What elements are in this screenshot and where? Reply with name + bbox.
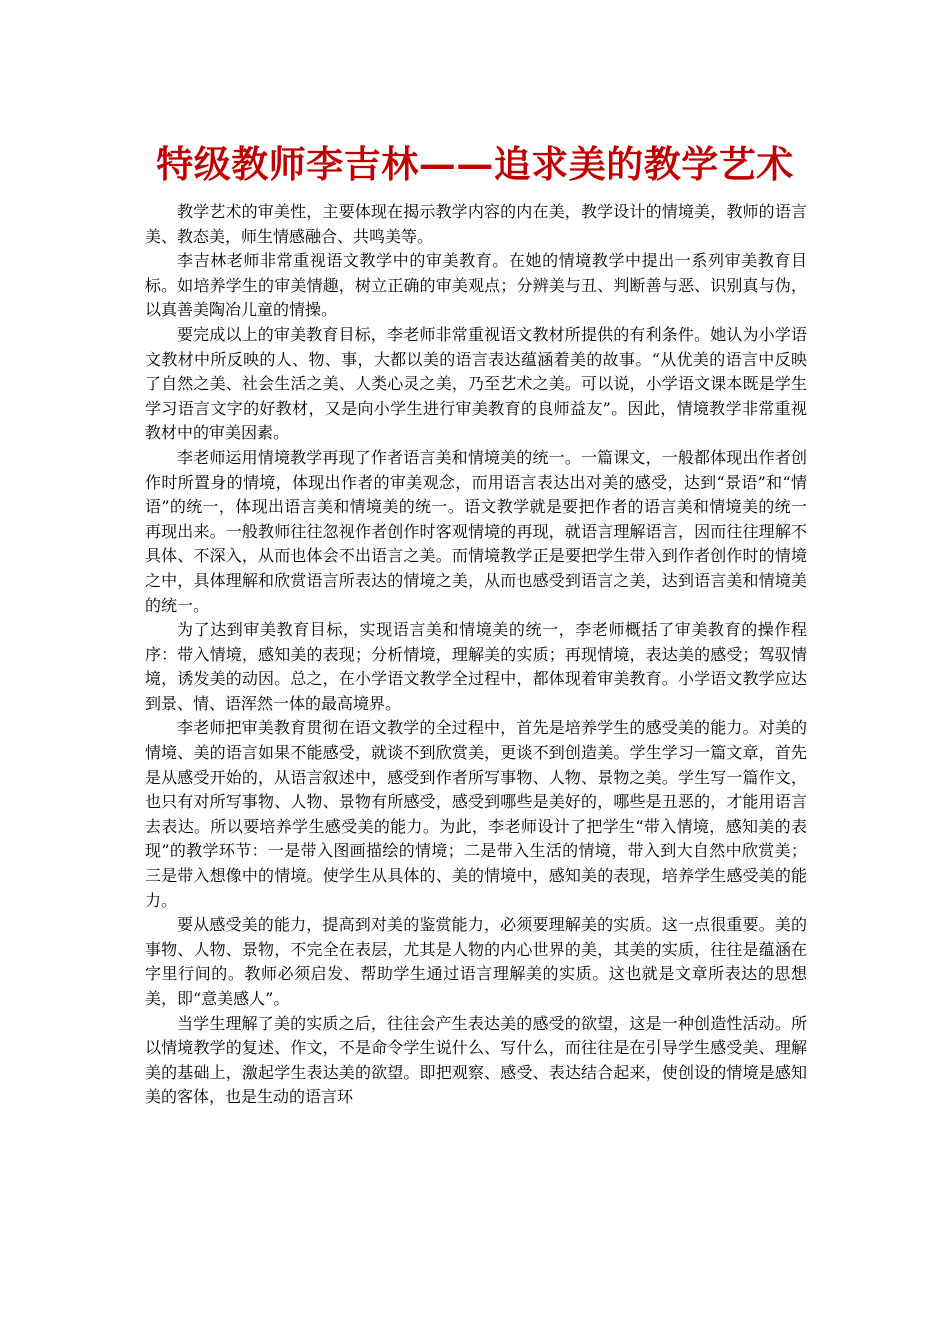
paragraph: 当学生理解了美的实质之后，往往会产生表达美的感受的欲望，这是一种创造性活动。所以情境教学的复述、作文，不是命令学生说什么、写什么，而往往是在引导学生感受美、理解美的基础上，激起学生表达美的欲望。即把观察、感受、表达结合起来，使创设的情境是感知美的客体，也是生动的语言环 <box>145 1013 807 1107</box>
paragraph: 要从感受美的能力，提高到对美的鉴赏能力，必须要理解美的实质。这一点很重要。美的事物、人物、景物，不完全在表层，尤其是人物的内心世界的美，其美的实质，往往是蕴涵在字里行间的。教师必须启发、帮助学生通过语言理解美的实质。这也就是文章所表达的思想美，即“意美感人”。 <box>145 915 807 1008</box>
paragraph: 李老师把审美教育贯彻在语文教学的全过程中，首先是培养学生的感受美的能力。对美的情境、美的语言如果不能感受，就谈不到欣赏美，更谈不到创造美。学生学习一篇文章，首先是从感受开始的，从语言叙述中，感受到作者所写事物、人物、景物之美。学生写一篇作文，也只有对所写事物、人物、景物有所感受，感受到哪些是美好的，哪些是丑恶的，才能用语言去表达。所以要培养学生感受美的能力。为此，李老师设计了把学生“带入情境，感知美的表现”的教学环节：一是带入图画描绘的情境；二是带入生活的情境，带入到大自然中欣赏美；三是带入想像中的情境。使学生从具体的、美的情境中，感知美的表现，培养学生感受美的能力。 <box>145 718 807 910</box>
paragraph: 李老师运用情境教学再现了作者语言美和情境美的统一。一篇课文，一般都体现出作者创作时所置身的情境，体现出作者的审美观念，而用语言表达出对美的感受，达到“景语”和“情语”的统一，体现出语言美和情境美的统一。语文教学就是要把作者的语言美和情境美的统一再现出来。一般教师往往忽视作者创作时客观情境的再现，就语言理解语言，因而往往理解不具体、不深入，从而也体会不出语言之美。而情境教学正是要把学生带入到作者创作时的情境之中，具体理解和欣赏语言所表达的情境之美，从而也感受到语言之美，达到语言美和情境美的统一。 <box>145 447 807 615</box>
document-body <box>145 200 807 1110</box>
paragraph: 为了达到审美教育目标，实现语言美和情境美的统一，李老师概括了审美教育的操作程序：带入情境，感知美的表现；分析情境，理解美的实质；再现情境，表达美的感受；驾驭情境，诱发美的动因。总之，在小学语文教学全过程中，都体现着审美教育。小学语文教学应达到景、情、语浑然一体的最高境界。 <box>145 620 807 713</box>
paragraph: 要完成以上的审美教育目标，李老师非常重视语文教材所提供的有利条件。她认为小学语文教材中所反映的人、物、事，大都以美的语言表达蕴涵着美的故事。“从优美的语言中反映了自然之美、社会生活之美、人类心灵之美，乃至艺术之美。可以说，小学语文课本既是学生学习语言文字的好教材，又是向小学生进行审美教育的良师益友”。因此，情境教学非常重视教材中的审美因素。 <box>145 324 807 443</box>
paragraph: 教学艺术的审美性，主要体现在揭示教学内容的内在美，教学设计的情境美，教师的语言美、教态美，师生情感融合、共鸣美等。 <box>145 202 807 246</box>
paragraph: 李吉林老师非常重视语文教学中的审美教育。在她的情境教学中提出一系列审美教育目标。如培养学生的审美情趣，树立正确的审美观点；分辨美与丑、判断善与恶、识别真与伪，以真善美陶冶儿童的情操。 <box>145 251 807 320</box>
document-title: 特级教师李吉林——追求美的教学艺术 <box>156 142 794 186</box>
